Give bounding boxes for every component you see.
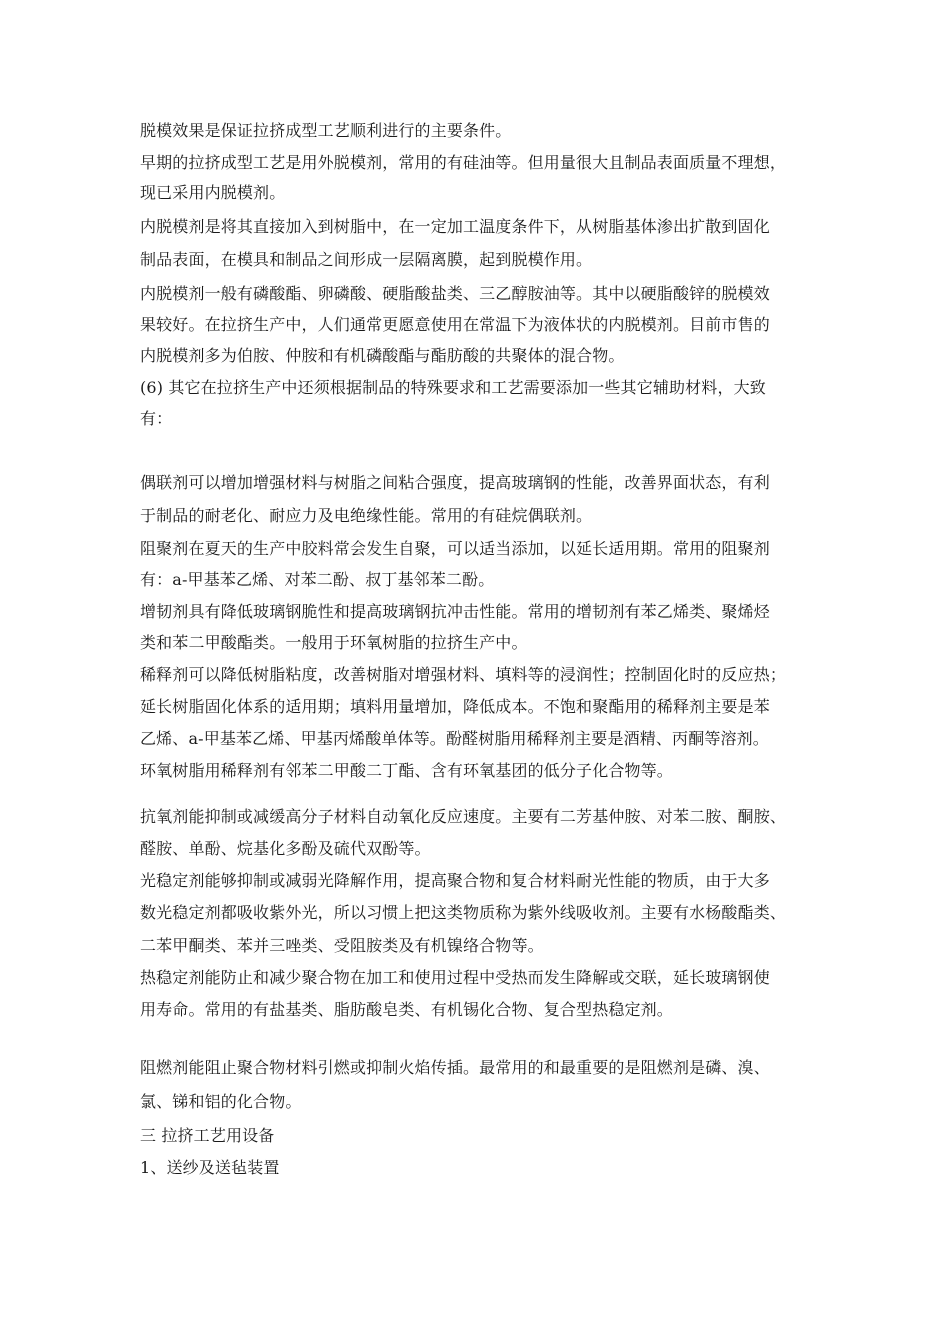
section-heading: 三 拉挤工艺用设备 [140, 1126, 275, 1145]
text-line: 阻燃剂能阻止聚合物材料引燃或抑制火焰传插。最常用的和最重要的是阻燃剂是磷、溴、 [140, 1058, 770, 1077]
text-line: 环氧树脂用稀释剂有邻苯二甲酸二丁酯、含有环氧基团的低分子化合物等。 [140, 761, 673, 780]
text-line: 脱模效果是保证拉挤成型工艺顺利进行的主要条件。 [140, 121, 512, 140]
text-line: 延长树脂固化体系的适用期；填料用量增加，降低成本。不饱和聚酯用的稀释剂主要是苯 [140, 697, 770, 716]
text-line: 类和苯二甲酸酯类。一般用于环氧树脂的拉挤生产中。 [140, 633, 528, 652]
text-line: 稀释剂可以降低树脂粘度，改善树脂对增强材料、填料等的浸润性；控制固化时的反应热； [140, 665, 787, 684]
text-line: 果较好。在拉挤生产中，人们通常更愿意使用在常温下为液体状的内脱模剂。目前市售的 [140, 315, 770, 334]
text-line: 内脱模剂一般有磷酸酯、卵磷酸、硬脂酸盐类、三乙醇胺油等。其中以硬脂酸锌的脱模效 [140, 284, 770, 303]
text-line: 有：a-甲基苯乙烯、对苯二酚、叔丁基邻苯二酚。 [140, 570, 495, 589]
text-line: 用寿命。常用的有盐基类、脂肪酸皂类、有机锡化合物、复合型热稳定剂。 [140, 1000, 673, 1019]
text-line: 热稳定剂能防止和减少聚合物在加工和使用过程中受热而发生降解或交联，延长玻璃钢使 [140, 968, 770, 987]
subsection-heading: 1、送纱及送毡装置 [140, 1158, 280, 1177]
text-line: 抗氧剂能抑制或减缓高分子材料自动氧化反应速度。主要有二芳基仲胺、对苯二胺、酮胺、 [140, 807, 787, 826]
text-line: (6) 其它在拉挤生产中还须根据制品的特殊要求和工艺需要添加一些其它辅助材料，大致 [140, 378, 766, 397]
text-line: 氯、锑和铝的化合物。 [140, 1092, 302, 1111]
text-line: 制品表面，在模具和制品之间形成一层隔离膜，起到脱模作用。 [140, 250, 593, 269]
text-line: 于制品的耐老化、耐应力及电绝缘性能。常用的有硅烷偶联剂。 [140, 506, 593, 525]
text-line: 二苯甲酮类、苯并三唑类、受阻胺类及有机镍络合物等。 [140, 936, 544, 955]
text-line: 现已采用内脱模剂。 [140, 183, 286, 202]
text-line: 偶联剂可以增加增强材料与树脂之间粘合强度，提高玻璃钢的性能，改善界面状态，有利 [140, 473, 770, 492]
text-line: 醛胺、单酚、烷基化多酚及硫代双酚等。 [140, 839, 431, 858]
text-line: 有： [140, 409, 173, 428]
text-line: 光稳定剂能够抑制或减弱光降解作用，提高聚合物和复合材料耐光性能的物质，由于大多 [140, 871, 770, 890]
text-line: 内脱模剂是将其直接加入到树脂中，在一定加工温度条件下，从树脂基体渗出扩散到固化 [140, 217, 770, 236]
text-line: 增韧剂具有降低玻璃钢脆性和提高玻璃钢抗冲击性能。常用的增韧剂有苯乙烯类、聚烯烃 [140, 602, 770, 621]
text-line: 早期的拉挤成型工艺是用外脱模剂，常用的有硅油等。但用量很大且制品表面质量不理想， [140, 153, 787, 172]
text-line: 内脱模剂多为伯胺、仲胺和有机磷酸酯与酯肪酸的共聚体的混合物。 [140, 346, 625, 365]
text-line: 乙烯、a-甲基苯乙烯、甲基丙烯酸单体等。酚醛树脂用稀释剂主要是酒精、丙酮等溶剂。 [140, 729, 769, 748]
text-line: 数光稳定剂都吸收紫外光，所以习惯上把这类物质称为紫外线吸收剂。主要有水杨酸酯类、 [140, 903, 787, 922]
text-line: 阻聚剂在夏天的生产中胶料常会发生自聚，可以适当添加，以延长适用期。常用的阻聚剂 [140, 539, 770, 558]
